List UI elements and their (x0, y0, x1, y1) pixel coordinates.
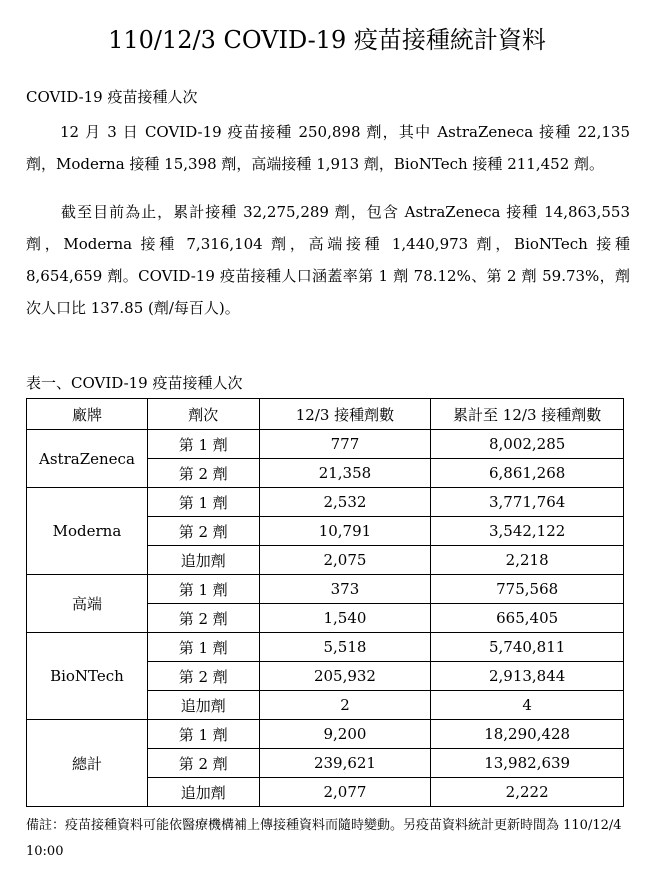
cumulative-cell: 665,405 (431, 604, 624, 633)
cumulative-cell: 2,218 (431, 546, 624, 575)
brand-cell: 高端 (27, 575, 148, 633)
dose-cell: 第 2 劑 (147, 662, 259, 691)
dose-cell: 第 1 劑 (147, 633, 259, 662)
daily-cell: 373 (259, 575, 431, 604)
table-caption: 表一、COVID-19 疫苗接種人次 (26, 374, 243, 392)
paragraph-daily-text: 12 月 3 日 COVID-19 疫苗接種 250,898 劑，其中 AstraZeneca 接種 22,135 劑，Moderna 接種 15,398 劑，高端接種 1,913 劑，BioNTech 接種 211,452 劑。 (26, 123, 630, 173)
paragraph-daily (26, 116, 630, 180)
dose-cell: 第 1 劑 (147, 488, 259, 517)
daily-cell: 21,358 (259, 459, 431, 488)
dose-cell: 第 2 劑 (147, 517, 259, 546)
table-row (27, 488, 624, 517)
table-row (27, 575, 624, 604)
cumulative-cell: 2,913,844 (431, 662, 624, 691)
header-dose: 劑次 (147, 399, 259, 430)
dose-cell: 追加劑 (147, 691, 259, 720)
document-title: 110/12/3 COVID-19 疫苗接種統計資料 (108, 26, 546, 54)
daily-cell: 1,540 (259, 604, 431, 633)
footnote: 備註：疫苗接種資料可能依醫療機構補上傳接種資料而隨時變動。另疫苗資料統計更新時間為 110/12/4 10:00 (26, 818, 622, 859)
daily-cell: 2,077 (259, 778, 431, 807)
daily-cell: 2,075 (259, 546, 431, 575)
dose-cell: 追加劑 (147, 546, 259, 575)
cumulative-cell: 8,002,285 (431, 430, 624, 459)
table-header-row (27, 399, 624, 430)
cumulative-cell: 6,861,268 (431, 459, 624, 488)
daily-cell: 5,518 (259, 633, 431, 662)
dose-cell: 第 2 劑 (147, 459, 259, 488)
daily-cell: 239,621 (259, 749, 431, 778)
section-title: COVID-19 疫苗接種人次 (26, 88, 198, 106)
paragraph-cumulative (26, 196, 630, 324)
cumulative-cell: 18,290,428 (431, 720, 624, 749)
daily-cell: 777 (259, 430, 431, 459)
table-row (27, 633, 624, 662)
daily-cell: 2 (259, 691, 431, 720)
dose-cell: 第 1 劑 (147, 720, 259, 749)
paragraph-cumulative-text: 截至目前為止，累計接種 32,275,289 劑，包含 AstraZeneca 接種 14,863,553 劑，Moderna 接種 7,316,104 劑，高端接種 1,440,973 劑，BioNTech 接種 8,654,659 劑。COVID-19 疫苗接種人口涵蓋率第 1 劑 78.12%、第 2 劑 59.73%，劑次人口比 137.85 (劑/每百人)。 (26, 203, 630, 317)
header-cumulative: 累計至 12/3 接種劑數 (431, 399, 624, 430)
cumulative-cell: 775,568 (431, 575, 624, 604)
dose-cell: 第 1 劑 (147, 430, 259, 459)
header-daily: 12/3 接種劑數 (259, 399, 431, 430)
daily-cell: 2,532 (259, 488, 431, 517)
cumulative-cell: 13,982,639 (431, 749, 624, 778)
brand-cell: BioNTech (27, 633, 148, 720)
table-row (27, 720, 624, 749)
cumulative-cell: 3,771,764 (431, 488, 624, 517)
cumulative-cell: 3,542,122 (431, 517, 624, 546)
brand-cell: 總計 (27, 720, 148, 807)
header-brand: 廠牌 (27, 399, 148, 430)
cumulative-cell: 2,222 (431, 778, 624, 807)
daily-cell: 10,791 (259, 517, 431, 546)
cumulative-cell: 4 (431, 691, 624, 720)
dose-cell: 追加劑 (147, 778, 259, 807)
brand-cell: Moderna (27, 488, 148, 575)
table-body (27, 430, 624, 807)
cumulative-cell: 5,740,811 (431, 633, 624, 662)
daily-cell: 9,200 (259, 720, 431, 749)
daily-cell: 205,932 (259, 662, 431, 691)
table-row (27, 430, 624, 459)
dose-cell: 第 2 劑 (147, 604, 259, 633)
dose-cell: 第 2 劑 (147, 749, 259, 778)
vaccination-table (26, 398, 624, 807)
dose-cell: 第 1 劑 (147, 575, 259, 604)
brand-cell: AstraZeneca (27, 430, 148, 488)
